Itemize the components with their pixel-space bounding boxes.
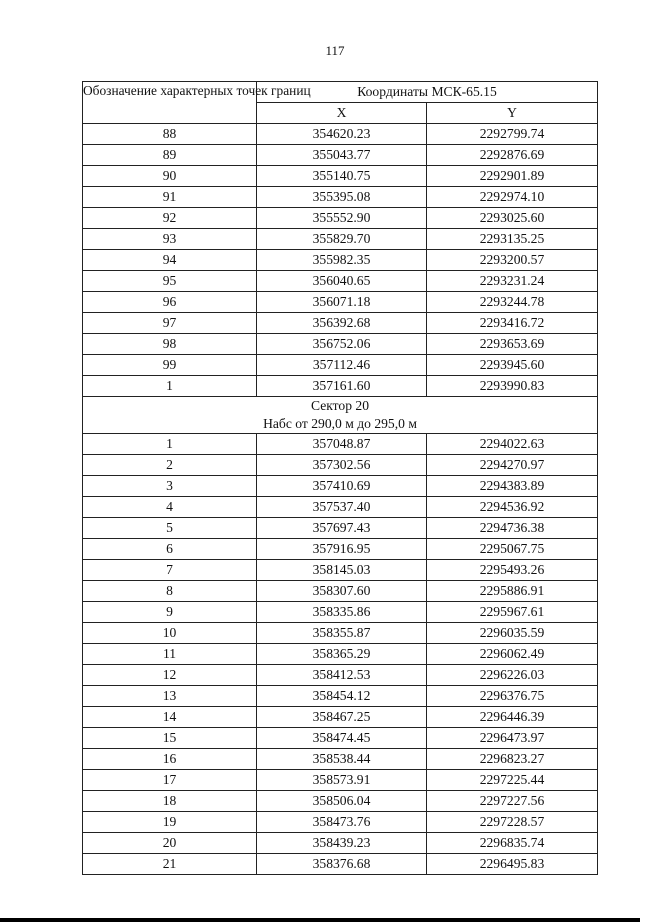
table-row bbox=[83, 271, 598, 292]
point-number-cell: 5 bbox=[83, 518, 257, 539]
y-value-cell: 2293653.69 bbox=[427, 334, 598, 355]
table-row bbox=[83, 707, 598, 728]
point-number-cell: 7 bbox=[83, 560, 257, 581]
x-value-cell: 356040.65 bbox=[257, 271, 427, 292]
y-column-header: Y bbox=[427, 103, 598, 124]
point-number-cell: 13 bbox=[83, 686, 257, 707]
sector-title: Сектор 20 bbox=[310, 398, 370, 413]
x-value-cell: 357302.56 bbox=[257, 455, 427, 476]
sector-subtitle: Набс от 290,0 м до 295,0 м bbox=[263, 416, 417, 431]
x-value-cell: 357410.69 bbox=[257, 476, 427, 497]
y-value-cell: 2296495.83 bbox=[427, 854, 598, 875]
y-value-cell: 2296446.39 bbox=[427, 707, 598, 728]
x-value-cell: 357112.46 bbox=[257, 355, 427, 376]
sector-cell bbox=[83, 397, 598, 434]
table-row bbox=[83, 833, 598, 854]
x-column-header: X bbox=[257, 103, 427, 124]
y-value-cell: 2292974.10 bbox=[427, 187, 598, 208]
y-value-cell: 2294270.97 bbox=[427, 455, 598, 476]
point-number-cell: 16 bbox=[83, 749, 257, 770]
sector-row bbox=[83, 397, 598, 434]
table-row bbox=[83, 187, 598, 208]
table-row bbox=[83, 250, 598, 271]
y-value-cell: 2294736.38 bbox=[427, 518, 598, 539]
x-value-cell: 358474.45 bbox=[257, 728, 427, 749]
table-row bbox=[83, 854, 598, 875]
point-number-cell: 20 bbox=[83, 833, 257, 854]
coordinates-table bbox=[82, 81, 598, 875]
table-row bbox=[83, 497, 598, 518]
y-value-cell: 2296035.59 bbox=[427, 623, 598, 644]
y-value-cell: 2296376.75 bbox=[427, 686, 598, 707]
point-number-cell: 3 bbox=[83, 476, 257, 497]
point-number-cell: 94 bbox=[83, 250, 257, 271]
point-column-header: Обозначение характерных точек границ bbox=[83, 82, 257, 124]
y-value-cell: 2295493.26 bbox=[427, 560, 598, 581]
x-value-cell: 356071.18 bbox=[257, 292, 427, 313]
point-number-cell: 21 bbox=[83, 854, 257, 875]
y-value-cell: 2292876.69 bbox=[427, 145, 598, 166]
point-number-cell: 1 bbox=[83, 376, 257, 397]
x-value-cell: 358439.23 bbox=[257, 833, 427, 854]
x-value-cell: 358467.25 bbox=[257, 707, 427, 728]
x-value-cell: 355552.90 bbox=[257, 208, 427, 229]
point-number-cell: 91 bbox=[83, 187, 257, 208]
table-row bbox=[83, 539, 598, 560]
table-row bbox=[83, 770, 598, 791]
table-row bbox=[83, 124, 598, 145]
x-value-cell: 358335.86 bbox=[257, 602, 427, 623]
point-number-cell: 18 bbox=[83, 791, 257, 812]
x-value-cell: 355982.35 bbox=[257, 250, 427, 271]
point-number-cell: 89 bbox=[83, 145, 257, 166]
x-value-cell: 355043.77 bbox=[257, 145, 427, 166]
point-number-cell: 92 bbox=[83, 208, 257, 229]
y-value-cell: 2293945.60 bbox=[427, 355, 598, 376]
y-value-cell: 2294536.92 bbox=[427, 497, 598, 518]
table-body-a bbox=[83, 124, 598, 397]
table-row bbox=[83, 292, 598, 313]
table-row bbox=[83, 686, 598, 707]
point-number-cell: 97 bbox=[83, 313, 257, 334]
x-value-cell: 358538.44 bbox=[257, 749, 427, 770]
x-value-cell: 358573.91 bbox=[257, 770, 427, 791]
table-row bbox=[83, 334, 598, 355]
point-number-cell: 17 bbox=[83, 770, 257, 791]
x-value-cell: 357161.60 bbox=[257, 376, 427, 397]
y-value-cell: 2293200.57 bbox=[427, 250, 598, 271]
x-value-cell: 354620.23 bbox=[257, 124, 427, 145]
table-row bbox=[83, 665, 598, 686]
x-value-cell: 358454.12 bbox=[257, 686, 427, 707]
y-value-cell: 2293990.83 bbox=[427, 376, 598, 397]
table-row bbox=[83, 623, 598, 644]
x-value-cell: 356392.68 bbox=[257, 313, 427, 334]
table-row bbox=[83, 145, 598, 166]
x-value-cell: 357697.43 bbox=[257, 518, 427, 539]
table-row bbox=[83, 602, 598, 623]
x-value-cell: 355829.70 bbox=[257, 229, 427, 250]
table-row bbox=[83, 518, 598, 539]
table-row bbox=[83, 355, 598, 376]
y-value-cell: 2295886.91 bbox=[427, 581, 598, 602]
table-row bbox=[83, 581, 598, 602]
table-body-b bbox=[83, 434, 598, 875]
table-row bbox=[83, 728, 598, 749]
table-row bbox=[83, 560, 598, 581]
point-number-cell: 12 bbox=[83, 665, 257, 686]
point-number-cell: 4 bbox=[83, 497, 257, 518]
x-value-cell: 358376.68 bbox=[257, 854, 427, 875]
table-row bbox=[83, 166, 598, 187]
table-row bbox=[83, 376, 598, 397]
point-number-cell: 93 bbox=[83, 229, 257, 250]
point-number-cell: 10 bbox=[83, 623, 257, 644]
y-value-cell: 2296062.49 bbox=[427, 644, 598, 665]
point-number-cell: 11 bbox=[83, 644, 257, 665]
table-row bbox=[83, 812, 598, 833]
y-value-cell: 2296823.27 bbox=[427, 749, 598, 770]
scan-edge-strip bbox=[0, 918, 640, 922]
x-value-cell: 357048.87 bbox=[257, 434, 427, 455]
point-number-cell: 96 bbox=[83, 292, 257, 313]
point-number-cell: 8 bbox=[83, 581, 257, 602]
x-value-cell: 355140.75 bbox=[257, 166, 427, 187]
x-value-cell: 356752.06 bbox=[257, 334, 427, 355]
y-value-cell: 2297227.56 bbox=[427, 791, 598, 812]
y-value-cell: 2294022.63 bbox=[427, 434, 598, 455]
point-number-cell: 1 bbox=[83, 434, 257, 455]
point-number-cell: 98 bbox=[83, 334, 257, 355]
table-row bbox=[83, 208, 598, 229]
x-value-cell: 358307.60 bbox=[257, 581, 427, 602]
y-value-cell: 2293135.25 bbox=[427, 229, 598, 250]
sector-section bbox=[83, 397, 598, 434]
y-value-cell: 2294383.89 bbox=[427, 476, 598, 497]
table-row bbox=[83, 434, 598, 455]
y-value-cell: 2295967.61 bbox=[427, 602, 598, 623]
point-number-cell: 95 bbox=[83, 271, 257, 292]
x-value-cell: 358506.04 bbox=[257, 791, 427, 812]
y-value-cell: 2293416.72 bbox=[427, 313, 598, 334]
y-value-cell: 2293025.60 bbox=[427, 208, 598, 229]
y-value-cell: 2297228.57 bbox=[427, 812, 598, 833]
y-value-cell: 2293244.78 bbox=[427, 292, 598, 313]
x-value-cell: 358145.03 bbox=[257, 560, 427, 581]
table-row bbox=[83, 791, 598, 812]
table-row bbox=[83, 476, 598, 497]
table-row bbox=[83, 644, 598, 665]
y-value-cell: 2296835.74 bbox=[427, 833, 598, 854]
y-value-cell: 2297225.44 bbox=[427, 770, 598, 791]
y-value-cell: 2293231.24 bbox=[427, 271, 598, 292]
point-number-cell: 15 bbox=[83, 728, 257, 749]
x-value-cell: 357537.40 bbox=[257, 497, 427, 518]
x-value-cell: 357916.95 bbox=[257, 539, 427, 560]
point-number-cell: 99 bbox=[83, 355, 257, 376]
point-number-cell: 6 bbox=[83, 539, 257, 560]
y-value-cell: 2292799.74 bbox=[427, 124, 598, 145]
table-row bbox=[83, 749, 598, 770]
table-row bbox=[83, 229, 598, 250]
table-row bbox=[83, 313, 598, 334]
y-value-cell: 2292901.89 bbox=[427, 166, 598, 187]
coordinates-header: Координаты МСК-65.15 bbox=[257, 82, 598, 103]
page-number: 117 bbox=[325, 43, 345, 58]
x-value-cell: 358355.87 bbox=[257, 623, 427, 644]
point-number-cell: 14 bbox=[83, 707, 257, 728]
x-value-cell: 358473.76 bbox=[257, 812, 427, 833]
point-number-cell: 19 bbox=[83, 812, 257, 833]
point-number-cell: 9 bbox=[83, 602, 257, 623]
x-value-cell: 358365.29 bbox=[257, 644, 427, 665]
y-value-cell: 2296226.03 bbox=[427, 665, 598, 686]
point-number-cell: 88 bbox=[83, 124, 257, 145]
x-value-cell: 355395.08 bbox=[257, 187, 427, 208]
point-number-cell: 2 bbox=[83, 455, 257, 476]
point-number-cell: 90 bbox=[83, 166, 257, 187]
x-value-cell: 358412.53 bbox=[257, 665, 427, 686]
y-value-cell: 2296473.97 bbox=[427, 728, 598, 749]
y-value-cell: 2295067.75 bbox=[427, 539, 598, 560]
table-row bbox=[83, 455, 598, 476]
